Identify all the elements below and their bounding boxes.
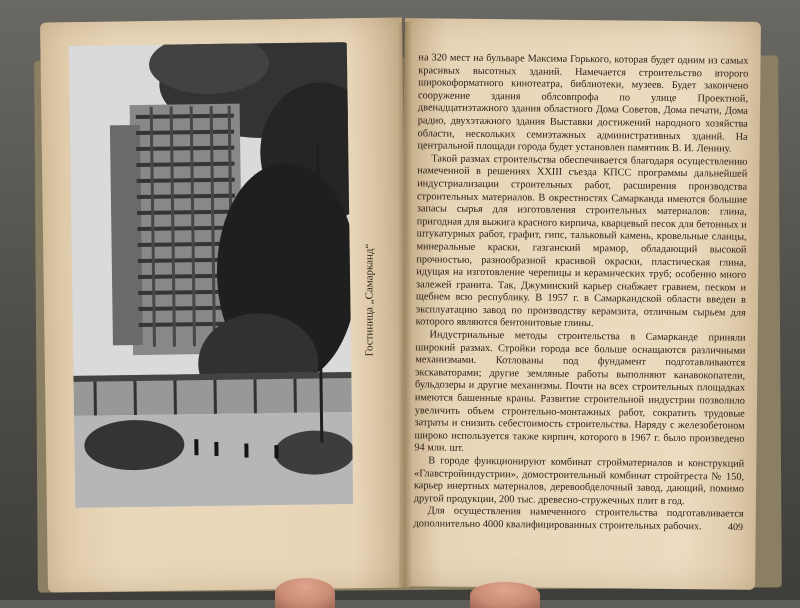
paragraph: на 320 мест на бульваре Максима Горького, которая будет одним из самых красивых высотных зданий. Намечается строительство второго широкоформатного кинотеатра, библиотеки, музеев. Будет закончено сооружение здания облсовпрофа по улице Проектной, двенадцатиэтажного здания областного Дома Советов, Дома печати, Дома радио, двухэтажного здания Выставки достижений народного хозяйства области, нескольких семиэтажных административных зданий. На центральной площади города будет установлен памятник В. И. Ленину. — [417, 52, 749, 155]
paragraph: Такой размах строительства обеспечивается благодаря осуществлению намеченной в решениях XXIII съезда КПСС программы дальнейшей индустриализации строительных работ, расширения производства строительных материалов. В окрестностях Самарканда имеются большие запасы сырья для изготовления строительных материалов: глина, пригодная для выжига красного кирпича, кварцевый песок для бетонных и штукатурных работ, графит, гипс, тальковый камень, кровельные сланцы, минеральные краски, газганский мрамор, обладающий высокой прочностью, разнообразной красивой окраски, пластическая глина, идущая на изготовление черепицы и керамических труб; особенно много залежей гранита. Так, Джуминский карьер снабжает гравием, песком и щебнем всю республику. В 1957 г. в Самаркандской области введен в эксплуатацию завод по производству керамзита, отличным сырьем для которого являются бентонитовые глины. — [415, 153, 748, 330]
paragraph: В городе функционируют комбинат стройматериалов и конструкций «Главстройиндустрии», домостроительный комбинат стройтреста № 150, карьер инертных материалов, деревообделочный завод, дающий, помимо другой продукции, 200 тыс. древесно-стружечных плит в год. — [413, 455, 745, 507]
photo-caption — [360, 200, 378, 400]
finger — [470, 582, 540, 608]
page-text — [414, 52, 749, 534]
paragraph: Для осуществления намеченного строительства подготавливается дополнительно 4000 квалифицированных строительных рабочих. — [413, 505, 744, 533]
hotel-photo — [69, 42, 353, 508]
finger — [275, 578, 335, 608]
hotel-illustration — [69, 42, 353, 508]
book-gutter — [398, 22, 412, 588]
paragraph: Индустриальные методы строительства в Самарканде приняли широкий размах. Стройки города все больше оснащаются различными механизмами. Котлованы под фундамент подготавливаются экскаваторами; другие земляные работы выполняют канавокопатели, бульдозеры и другие механизмы. Почти на всех строительных площадках имеются башенные краны. Развитие строительной индустрии позволило увеличить объем строительно-монтажных работ, сократить трудовые затраты и снизить себестоимость строительства. Наряду с железобетоном широко используется также кирпич, которого в 1967 г. было произведено 94 млн. шт. — [414, 329, 746, 455]
caption-text: Гостиница „Самарканд“ — [363, 243, 375, 357]
page-number: 409 — [727, 521, 744, 534]
pavilion — [73, 372, 352, 416]
